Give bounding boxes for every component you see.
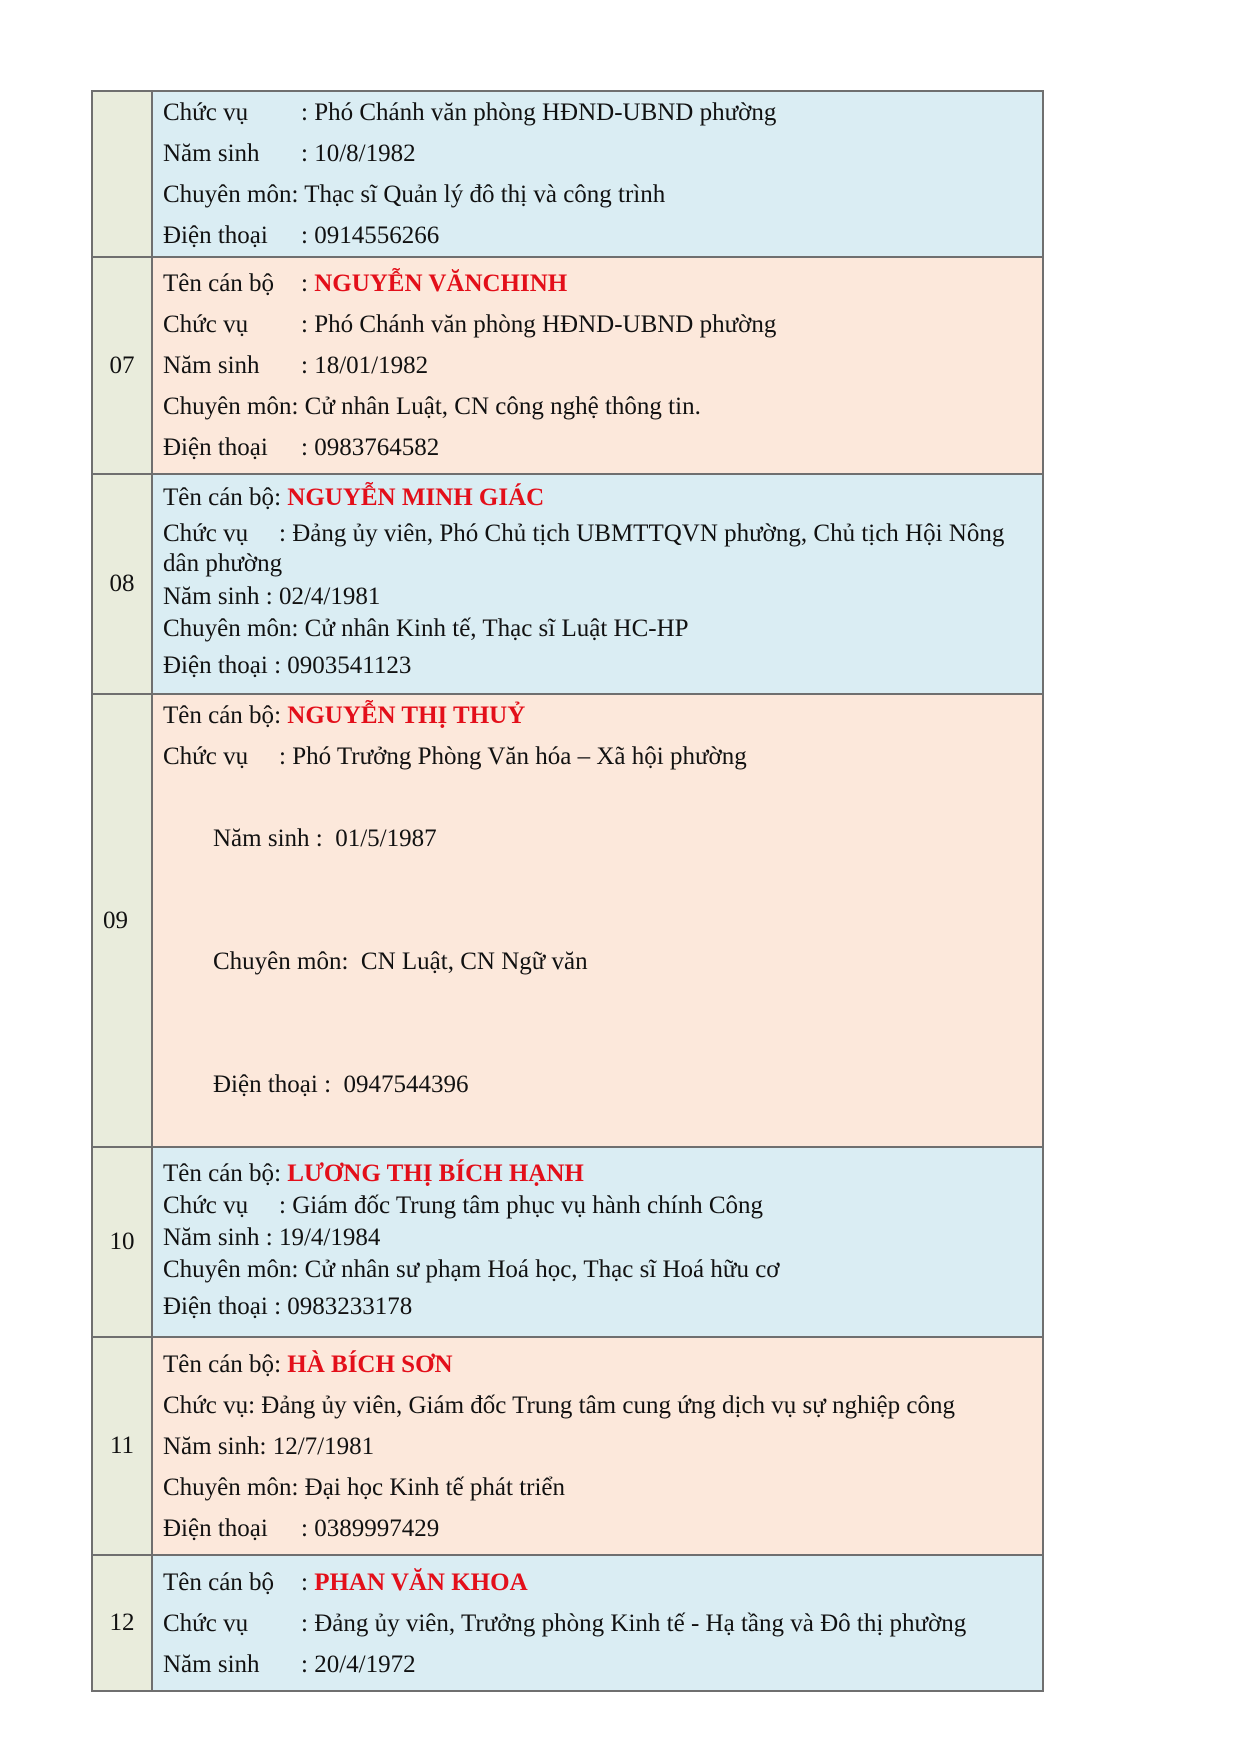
separator: : bbox=[301, 1609, 315, 1637]
position-value: Phó Trưởng Phòng Văn hóa – Xã hội phường bbox=[292, 743, 747, 770]
separator: : bbox=[309, 825, 336, 852]
phone-line bbox=[163, 645, 1034, 686]
separator: : bbox=[291, 1473, 305, 1501]
separator: : bbox=[259, 1223, 279, 1251]
separator: : bbox=[301, 222, 315, 249]
separator: : bbox=[274, 1350, 288, 1378]
separator: : bbox=[259, 583, 279, 610]
birth-label: Năm sinh bbox=[163, 1223, 260, 1251]
specialty-value: Cử nhân Luật, CN công nghệ thông tin. bbox=[304, 393, 701, 420]
staff-name: HÀ BÍCH SƠN bbox=[287, 1350, 453, 1378]
birth-label: Năm sinh bbox=[163, 352, 260, 379]
separator: : bbox=[301, 99, 315, 126]
phone-label: Điện thoại bbox=[213, 1071, 318, 1098]
birth-value: 20/4/1972 bbox=[314, 1650, 416, 1678]
birth-line bbox=[163, 777, 1034, 900]
birth-label: Năm sinh bbox=[163, 583, 260, 610]
birth-line bbox=[163, 1426, 1034, 1467]
separator: : bbox=[317, 1071, 344, 1098]
row-number bbox=[92, 91, 152, 257]
birth-value: 12/7/1981 bbox=[272, 1432, 375, 1460]
specialty-line bbox=[163, 1467, 1034, 1508]
specialty-line bbox=[163, 174, 1034, 215]
specialty-label: Chuyên môn bbox=[163, 181, 292, 208]
position-value: Giám đốc Trung tâm phục vụ hành chính Công bbox=[292, 1191, 764, 1219]
row-number: 08 bbox=[92, 474, 152, 694]
phone-label: Điện thoại bbox=[163, 222, 268, 249]
birth-label: Năm sinh bbox=[163, 1432, 260, 1460]
separator: : bbox=[291, 615, 305, 642]
position-label: Chức vụ bbox=[163, 1191, 249, 1219]
phone-value: 0903541123 bbox=[287, 652, 412, 679]
separator: : bbox=[267, 1292, 288, 1320]
staff-info bbox=[152, 474, 1043, 694]
specialty-label: Chuyên môn bbox=[163, 1473, 292, 1501]
separator: : bbox=[274, 1159, 288, 1187]
position-value: Phó Chánh văn phòng HĐND-UBND phường bbox=[314, 99, 777, 126]
specialty-line bbox=[163, 386, 1034, 427]
name-line bbox=[163, 263, 1034, 304]
specialty-line bbox=[163, 1254, 1034, 1286]
separator: : bbox=[279, 743, 293, 770]
birth-value: 01/5/1987 bbox=[335, 825, 437, 852]
name-label: Tên cán bộ bbox=[163, 1159, 275, 1187]
staff-info bbox=[152, 1555, 1043, 1691]
separator: : bbox=[301, 1514, 315, 1542]
position-label: Chức vụ bbox=[163, 1391, 249, 1419]
specialty-value: Đại học Kinh tế phát triển bbox=[304, 1473, 566, 1501]
phone-label: Điện thoại bbox=[163, 652, 268, 679]
staff-name: PHAN VĂN KHOA bbox=[314, 1568, 528, 1596]
separator: : bbox=[301, 1650, 315, 1678]
name-line bbox=[163, 1562, 1034, 1603]
birth-value: 18/01/1982 bbox=[314, 352, 429, 379]
name-label: Tên cán bộ bbox=[163, 484, 275, 511]
table-row bbox=[92, 1555, 1043, 1691]
staff-name: LƯƠNG THỊ BÍCH HẠNH bbox=[287, 1159, 584, 1187]
phone-line bbox=[163, 1508, 1034, 1549]
staff-name: NGUYỄN VĂNCHINH bbox=[314, 270, 568, 297]
phone-line bbox=[163, 427, 1034, 468]
birth-value: 19/4/1984 bbox=[278, 1223, 381, 1251]
position-value: Đảng ủy viên, Trưởng phòng Kinh tế - Hạ tầng và Đô thị phường bbox=[314, 1609, 967, 1637]
name-label: Tên cán bộ bbox=[163, 702, 275, 729]
staff-info bbox=[152, 91, 1043, 257]
row-number: 10 bbox=[92, 1147, 152, 1337]
position-line bbox=[163, 736, 1034, 777]
position-value: Phó Chánh văn phòng HĐND-UBND phường bbox=[314, 311, 777, 338]
staff-info bbox=[152, 1337, 1043, 1555]
phone-value: 0947544396 bbox=[343, 1071, 469, 1098]
separator: : bbox=[291, 181, 305, 208]
phone-value: 0983764582 bbox=[314, 434, 440, 461]
separator: : bbox=[248, 1391, 262, 1419]
phone-line bbox=[163, 215, 1034, 256]
separator: : bbox=[301, 434, 315, 461]
separator: : bbox=[279, 520, 293, 547]
position-line bbox=[163, 1603, 1034, 1644]
separator: : bbox=[301, 270, 315, 297]
staff-info bbox=[152, 1147, 1043, 1337]
birth-line bbox=[163, 1222, 1034, 1254]
position-value: Đảng ủy viên, Giám đốc Trung tâm cung ứng dịch vụ sự nghiệp công bbox=[261, 1391, 955, 1419]
phone-value: 0914556266 bbox=[314, 222, 440, 249]
name-label: Tên cán bộ bbox=[163, 1350, 275, 1378]
name-line bbox=[163, 1344, 1034, 1385]
name-label: Tên cán bộ bbox=[163, 1568, 275, 1596]
name-line bbox=[163, 482, 1034, 514]
staff-info bbox=[152, 257, 1043, 474]
specialty-label: Chuyên môn bbox=[163, 393, 292, 420]
specialty-line bbox=[163, 900, 1034, 1023]
specialty-value: CN Luật, CN Ngữ văn bbox=[360, 948, 588, 975]
name-line bbox=[163, 1158, 1034, 1190]
separator: : bbox=[341, 948, 361, 975]
separator: : bbox=[301, 1568, 315, 1596]
specialty-value: Cử nhân sư phạm Hoá học, Thạc sĩ Hoá hữu cơ bbox=[304, 1255, 780, 1283]
table-row bbox=[92, 257, 1043, 474]
table-row bbox=[92, 694, 1043, 1147]
separator: : bbox=[279, 1191, 293, 1219]
birth-line bbox=[163, 1644, 1034, 1685]
position-label: Chức vụ bbox=[163, 1609, 249, 1637]
specialty-label: Chuyên môn bbox=[163, 1255, 292, 1283]
phone-label: Điện thoại bbox=[163, 1292, 268, 1320]
row-number: 11 bbox=[92, 1337, 152, 1555]
birth-value: 02/4/1981 bbox=[278, 583, 381, 610]
staff-name: NGUYỄN MINH GIÁC bbox=[287, 484, 545, 511]
name-label: Tên cán bộ bbox=[163, 270, 275, 297]
position-value: Đảng ủy viên, Phó Chủ tịch UBMTTQVN phường, Chủ tịch Hội Nông dân phường bbox=[163, 520, 1005, 577]
separator: : bbox=[274, 702, 288, 729]
phone-line bbox=[163, 1023, 1034, 1146]
position-line bbox=[163, 92, 1034, 133]
specialty-line bbox=[163, 613, 1034, 645]
row-number: 09 bbox=[92, 694, 152, 1147]
birth-label: Năm sinh bbox=[163, 1650, 260, 1678]
birth-value: 10/8/1982 bbox=[314, 140, 416, 167]
birth-label: Năm sinh bbox=[163, 140, 260, 167]
phone-line bbox=[163, 1286, 1034, 1327]
phone-value: 0389997429 bbox=[314, 1514, 440, 1542]
phone-label: Điện thoại bbox=[163, 434, 268, 461]
separator: : bbox=[267, 652, 288, 679]
birth-line bbox=[163, 133, 1034, 174]
separator: : bbox=[301, 140, 315, 167]
separator: : bbox=[291, 1255, 305, 1283]
phone-label: Điện thoại bbox=[163, 1514, 268, 1542]
table-row bbox=[92, 1147, 1043, 1337]
table-row bbox=[92, 1337, 1043, 1555]
position-line bbox=[163, 1190, 1034, 1222]
row-number: 12 bbox=[92, 1555, 152, 1691]
staff-directory-table bbox=[91, 90, 1044, 1692]
specialty-label: Chuyên môn bbox=[163, 615, 292, 642]
separator: : bbox=[259, 1432, 273, 1460]
staff-info bbox=[152, 694, 1043, 1147]
separator: : bbox=[301, 311, 315, 338]
position-label: Chức vụ bbox=[163, 520, 249, 547]
position-label: Chức vụ bbox=[163, 743, 249, 770]
table-row bbox=[92, 91, 1043, 257]
specialty-value: Cử nhân Kinh tế, Thạc sĩ Luật HC-HP bbox=[304, 615, 689, 642]
position-line bbox=[163, 304, 1034, 345]
position-label: Chức vụ bbox=[163, 311, 249, 338]
position-line bbox=[163, 1385, 1034, 1426]
phone-value: 0983233178 bbox=[287, 1292, 413, 1320]
position-label: Chức vụ bbox=[163, 99, 249, 126]
birth-line bbox=[163, 345, 1034, 386]
specialty-label: Chuyên môn bbox=[213, 948, 342, 975]
specialty-value: Thạc sĩ Quản lý đô thị và công trình bbox=[304, 181, 666, 208]
row-number: 07 bbox=[92, 257, 152, 474]
separator: : bbox=[301, 352, 315, 379]
position-line bbox=[163, 514, 1034, 581]
name-line bbox=[163, 695, 1034, 736]
staff-name: NGUYỄN THỊ THUỶ bbox=[287, 702, 526, 729]
birth-line bbox=[163, 581, 1034, 613]
separator: : bbox=[274, 484, 288, 511]
separator: : bbox=[291, 393, 305, 420]
table-row bbox=[92, 474, 1043, 694]
birth-label: Năm sinh bbox=[213, 825, 310, 852]
